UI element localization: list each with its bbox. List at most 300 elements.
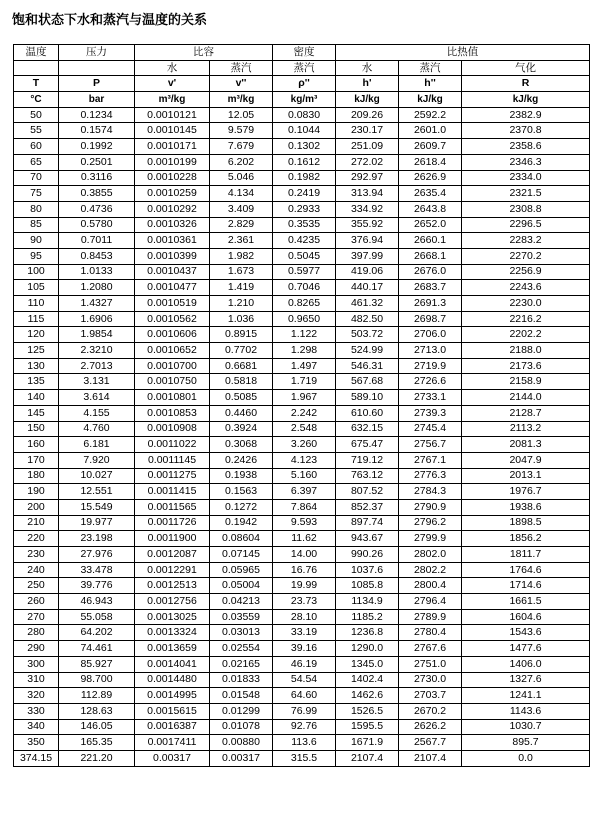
table-cell: 3.131: [59, 374, 135, 390]
table-cell: 0.9650: [273, 311, 336, 327]
table-cell: 0.0010477: [135, 280, 210, 296]
table-cell: 1898.5: [462, 515, 590, 531]
table-cell: 1037.6: [336, 562, 399, 578]
table-cell: 1.122: [273, 327, 336, 343]
table-cell: 2745.4: [399, 421, 462, 437]
table-cell: 50: [14, 107, 59, 123]
table-cell: 719.12: [336, 452, 399, 468]
table-cell: 0.0010259: [135, 186, 210, 202]
table-row: [14, 515, 590, 531]
table-cell: 260: [14, 594, 59, 610]
table-cell: 39.776: [59, 578, 135, 594]
table-cell: 315.5: [273, 750, 336, 766]
table-cell: 0.01548: [210, 688, 273, 704]
table-cell: 85.927: [59, 656, 135, 672]
table-cell: 632.15: [336, 421, 399, 437]
table-cell: 0.3116: [59, 170, 135, 186]
table-cell: 0.0011415: [135, 484, 210, 500]
table-cell: 95: [14, 248, 59, 264]
table-cell: 1671.9: [336, 735, 399, 751]
table-cell: 482.50: [336, 311, 399, 327]
table-cell: 0.0010121: [135, 107, 210, 123]
table-cell: 2243.6: [462, 280, 590, 296]
table-cell: 0.01299: [210, 703, 273, 719]
table-cell: 0.0014995: [135, 688, 210, 704]
unit-cell: kJ/kg: [336, 92, 399, 108]
table-cell: 2107.4: [336, 750, 399, 766]
table-cell: 3.409: [210, 201, 273, 217]
table-cell: 4.155: [59, 405, 135, 421]
table-cell: 54.54: [273, 672, 336, 688]
table-cell: 1714.6: [462, 578, 590, 594]
unit-cell: kg/m³: [273, 92, 336, 108]
table-cell: 130: [14, 358, 59, 374]
header-sub-steam: 蒸汽: [399, 60, 462, 76]
table-cell: 2321.5: [462, 186, 590, 202]
table-cell: 5.046: [210, 170, 273, 186]
table-cell: 1.419: [210, 280, 273, 296]
table-cell: 74.461: [59, 641, 135, 657]
table-cell: 160: [14, 437, 59, 453]
table-cell: 2370.8: [462, 123, 590, 139]
table-cell: 190: [14, 484, 59, 500]
table-cell: 19.977: [59, 515, 135, 531]
table-cell: 0.2426: [210, 452, 273, 468]
table-cell: 1085.8: [336, 578, 399, 594]
table-cell: 0.0012291: [135, 562, 210, 578]
table-cell: 135: [14, 374, 59, 390]
table-cell: 0.0012756: [135, 594, 210, 610]
table-row: [14, 625, 590, 641]
table-row: [14, 405, 590, 421]
table-cell: 0.00317: [210, 750, 273, 766]
table-cell: 0.7011: [59, 233, 135, 249]
table-cell: 1764.6: [462, 562, 590, 578]
table-cell: 0.0011565: [135, 499, 210, 515]
table-cell: 112.89: [59, 688, 135, 704]
table-row: [14, 217, 590, 233]
table-cell: 2.3210: [59, 343, 135, 359]
table-cell: 1143.6: [462, 703, 590, 719]
table-cell: 0.7702: [210, 343, 273, 359]
table-cell: 1.967: [273, 390, 336, 406]
table-cell: 1811.7: [462, 547, 590, 563]
table-cell: 2776.3: [399, 468, 462, 484]
table-cell: 0.0010700: [135, 358, 210, 374]
table-cell: 2308.8: [462, 201, 590, 217]
table-cell: 0.0012513: [135, 578, 210, 594]
table-cell: 2802.2: [399, 562, 462, 578]
table-cell: 1661.5: [462, 594, 590, 610]
table-cell: 6.397: [273, 484, 336, 500]
table-cell: 250: [14, 578, 59, 594]
table-cell: 2609.7: [399, 139, 462, 155]
table-cell: 2592.2: [399, 107, 462, 123]
table-cell: 1.9854: [59, 327, 135, 343]
table-cell: 0.0010853: [135, 405, 210, 421]
table-cell: 2751.0: [399, 656, 462, 672]
table-cell: 46.19: [273, 656, 336, 672]
table-cell: 46.943: [59, 594, 135, 610]
table-cell: 1185.2: [336, 609, 399, 625]
table-cell: 80: [14, 201, 59, 217]
table-cell: 0.1234: [59, 107, 135, 123]
table-cell: 28.10: [273, 609, 336, 625]
table-cell: 419.06: [336, 264, 399, 280]
table-cell: 2382.9: [462, 107, 590, 123]
table-cell: 2334.0: [462, 170, 590, 186]
table-cell: 165.35: [59, 735, 135, 751]
table-cell: 2.242: [273, 405, 336, 421]
table-cell: 125: [14, 343, 59, 359]
table-cell: 2643.8: [399, 201, 462, 217]
table-row: [14, 374, 590, 390]
table-cell: 2567.7: [399, 735, 462, 751]
table-cell: 2358.6: [462, 139, 590, 155]
table-cell: 340: [14, 719, 59, 735]
table-row: [14, 750, 590, 766]
table-cell: 0.0011022: [135, 437, 210, 453]
table-cell: 280: [14, 625, 59, 641]
table-cell: 0.0016387: [135, 719, 210, 735]
table-row: [14, 437, 590, 453]
table-row: [14, 547, 590, 563]
table-cell: 0.4460: [210, 405, 273, 421]
table-cell: 0.8453: [59, 248, 135, 264]
table-cell: 2676.0: [399, 264, 462, 280]
table-cell: 2730.0: [399, 672, 462, 688]
table-cell: 0.0010562: [135, 311, 210, 327]
table-row: [14, 343, 590, 359]
header-sub-water: 水: [336, 60, 399, 76]
table-cell: 567.68: [336, 374, 399, 390]
table-cell: 2789.9: [399, 609, 462, 625]
table-cell: 589.10: [336, 390, 399, 406]
table-row: [14, 672, 590, 688]
table-cell: 0.0010171: [135, 139, 210, 155]
table-cell: 0.5977: [273, 264, 336, 280]
table-title: 饱和状态下水和蒸汽与温度的关系: [12, 13, 208, 28]
table-cell: 12.05: [210, 107, 273, 123]
table-cell: 0.1302: [273, 139, 336, 155]
table-cell: 2660.1: [399, 233, 462, 249]
table-cell: 220: [14, 531, 59, 547]
table-cell: 397.99: [336, 248, 399, 264]
table-row: [14, 452, 590, 468]
table-cell: 807.52: [336, 484, 399, 500]
table-cell: 524.99: [336, 343, 399, 359]
table-cell: 0.08604: [210, 531, 273, 547]
table-cell: 2.548: [273, 421, 336, 437]
header-pressure: 压力: [59, 45, 135, 61]
table-cell: 90: [14, 233, 59, 249]
table-cell: 110: [14, 296, 59, 312]
table-cell: 100: [14, 264, 59, 280]
table-cell: 374.15: [14, 750, 59, 766]
table-cell: 0.1574: [59, 123, 135, 139]
table-cell: 0.0012087: [135, 547, 210, 563]
table-cell: 0.04213: [210, 594, 273, 610]
table-cell: 0.0010326: [135, 217, 210, 233]
table-cell: 310: [14, 672, 59, 688]
table-cell: 1.0133: [59, 264, 135, 280]
table-cell: 1526.5: [336, 703, 399, 719]
table-row: [14, 358, 590, 374]
table-cell: 0.0011726: [135, 515, 210, 531]
unit-cell: kJ/kg: [462, 92, 590, 108]
table-cell: 1477.6: [462, 641, 590, 657]
table-cell: 320: [14, 688, 59, 704]
table-cell: 355.92: [336, 217, 399, 233]
table-row: [14, 201, 590, 217]
header-temperature: 温度: [14, 45, 59, 61]
table-cell: 2296.5: [462, 217, 590, 233]
table-cell: 0.8915: [210, 327, 273, 343]
table-cell: 0.0830: [273, 107, 336, 123]
table-cell: 2767.1: [399, 452, 462, 468]
table-row: [14, 311, 590, 327]
table-cell: 0.1992: [59, 139, 135, 155]
table-cell: 0.8265: [273, 296, 336, 312]
table-cell: 1030.7: [462, 719, 590, 735]
table-cell: 897.74: [336, 515, 399, 531]
table-cell: 3.614: [59, 390, 135, 406]
table-row: [14, 139, 590, 155]
table-cell: 39.16: [273, 641, 336, 657]
table-row: [14, 484, 590, 500]
table-cell: 64.202: [59, 625, 135, 641]
table-row: [14, 233, 590, 249]
table-cell: 2256.9: [462, 264, 590, 280]
table-cell: 0.1563: [210, 484, 273, 500]
table-cell: 210: [14, 515, 59, 531]
symbol-cell: v'': [210, 76, 273, 92]
table-row: [14, 248, 590, 264]
table-cell: 1595.5: [336, 719, 399, 735]
table-row: [14, 468, 590, 484]
table-cell: 1134.9: [336, 594, 399, 610]
table-cell: 1345.0: [336, 656, 399, 672]
table-cell: 546.31: [336, 358, 399, 374]
table-cell: 0.4736: [59, 201, 135, 217]
table-cell: 2683.7: [399, 280, 462, 296]
table-cell: 12.551: [59, 484, 135, 500]
table-row: [14, 264, 590, 280]
table-cell: 0.7046: [273, 280, 336, 296]
table-cell: 0.0013659: [135, 641, 210, 657]
table-cell: 55: [14, 123, 59, 139]
table-cell: 763.12: [336, 468, 399, 484]
table-cell: 1406.0: [462, 656, 590, 672]
table-cell: 2618.4: [399, 154, 462, 170]
table-row: [14, 578, 590, 594]
table-row: [14, 688, 590, 704]
table-cell: 440.17: [336, 280, 399, 296]
symbol-cell: ρ'': [273, 76, 336, 92]
table-cell: 0.0: [462, 750, 590, 766]
table-cell: 943.67: [336, 531, 399, 547]
table-cell: 140: [14, 390, 59, 406]
table-cell: 75: [14, 186, 59, 202]
table-cell: 0.0010750: [135, 374, 210, 390]
table-cell: 2081.3: [462, 437, 590, 453]
symbol-cell: v': [135, 76, 210, 92]
table-cell: 2013.1: [462, 468, 590, 484]
table-cell: 0.3924: [210, 421, 273, 437]
unit-cell: m³/kg: [210, 92, 273, 108]
table-cell: 60: [14, 139, 59, 155]
table-cell: 70: [14, 170, 59, 186]
unit-cell: m³/kg: [135, 92, 210, 108]
table-row: [14, 735, 590, 751]
table-cell: 1856.2: [462, 531, 590, 547]
table-cell: 0.6681: [210, 358, 273, 374]
table-cell: 2802.0: [399, 547, 462, 563]
table-cell: 4.760: [59, 421, 135, 437]
table-cell: 2713.0: [399, 343, 462, 359]
table-cell: 0.0013025: [135, 609, 210, 625]
header-density: 密度: [273, 45, 336, 61]
table-cell: 2188.0: [462, 343, 590, 359]
table-cell: 4.134: [210, 186, 273, 202]
table-cell: 1241.1: [462, 688, 590, 704]
table-cell: 1.982: [210, 248, 273, 264]
table-cell: 2756.7: [399, 437, 462, 453]
table-cell: 0.0011275: [135, 468, 210, 484]
table-cell: 10.027: [59, 468, 135, 484]
table-cell: 2706.0: [399, 327, 462, 343]
table-cell: 0.05965: [210, 562, 273, 578]
table-cell: 6.202: [210, 154, 273, 170]
table-cell: 33.478: [59, 562, 135, 578]
table-cell: 23.198: [59, 531, 135, 547]
table-cell: 2158.9: [462, 374, 590, 390]
table-cell: 7.864: [273, 499, 336, 515]
table-cell: 2767.6: [399, 641, 462, 657]
table-cell: 1.673: [210, 264, 273, 280]
table-cell: 2635.4: [399, 186, 462, 202]
table-row: [14, 703, 590, 719]
table-cell: 0.0010292: [135, 201, 210, 217]
unit-cell: °C: [14, 92, 59, 108]
table-cell: 334.92: [336, 201, 399, 217]
table-cell: 0.5818: [210, 374, 273, 390]
table-cell: 0.0011145: [135, 452, 210, 468]
table-cell: 0.0010908: [135, 421, 210, 437]
table-cell: 852.37: [336, 499, 399, 515]
table-cell: 2719.9: [399, 358, 462, 374]
header-sub-row: [14, 60, 590, 76]
table-cell: 2047.9: [462, 452, 590, 468]
table-cell: 2.829: [210, 217, 273, 233]
symbol-cell: R: [462, 76, 590, 92]
table-cell: 2668.1: [399, 248, 462, 264]
table-row: [14, 421, 590, 437]
table-cell: 1543.6: [462, 625, 590, 641]
table-cell: 313.94: [336, 186, 399, 202]
table-cell: 1.4327: [59, 296, 135, 312]
table-cell: 15.549: [59, 499, 135, 515]
header-sub-empty: [14, 60, 59, 76]
table-cell: 230.17: [336, 123, 399, 139]
table-cell: 0.07145: [210, 547, 273, 563]
table-cell: 0.2933: [273, 201, 336, 217]
table-row: [14, 531, 590, 547]
table-cell: 610.60: [336, 405, 399, 421]
table-cell: 200: [14, 499, 59, 515]
header-symbol-row: [14, 76, 590, 92]
table-cell: 0.1044: [273, 123, 336, 139]
table-cell: 2283.2: [462, 233, 590, 249]
table-cell: 0.0013324: [135, 625, 210, 641]
table-cell: 2652.0: [399, 217, 462, 233]
table-cell: 2796.2: [399, 515, 462, 531]
table-cell: 0.03559: [210, 609, 273, 625]
table-cell: 0.0014480: [135, 672, 210, 688]
table-cell: 9.593: [273, 515, 336, 531]
table-row: [14, 107, 590, 123]
table-cell: 85: [14, 217, 59, 233]
table-cell: 1.497: [273, 358, 336, 374]
table-cell: 170: [14, 452, 59, 468]
table-cell: 1236.8: [336, 625, 399, 641]
table-cell: 0.0010437: [135, 264, 210, 280]
symbol-cell: P: [59, 76, 135, 92]
table-cell: 0.4235: [273, 233, 336, 249]
table-cell: 0.0010199: [135, 154, 210, 170]
table-cell: 1976.7: [462, 484, 590, 500]
table-cell: 113.6: [273, 735, 336, 751]
table-cell: 2202.2: [462, 327, 590, 343]
table-cell: 230: [14, 547, 59, 563]
table-cell: 292.97: [336, 170, 399, 186]
table-cell: 300: [14, 656, 59, 672]
table-row: [14, 154, 590, 170]
table-cell: 0.0010399: [135, 248, 210, 264]
table-cell: 990.26: [336, 547, 399, 563]
table-cell: 1604.6: [462, 609, 590, 625]
table-row: [14, 641, 590, 657]
table-cell: 0.0011900: [135, 531, 210, 547]
table-cell: 14.00: [273, 547, 336, 563]
table-cell: 3.260: [273, 437, 336, 453]
table-row: [14, 123, 590, 139]
unit-cell: kJ/kg: [399, 92, 462, 108]
table-cell: 64.60: [273, 688, 336, 704]
table-cell: 209.26: [336, 107, 399, 123]
table-cell: 4.123: [273, 452, 336, 468]
table-cell: 0.0010652: [135, 343, 210, 359]
table-cell: 1.719: [273, 374, 336, 390]
table-cell: 330: [14, 703, 59, 719]
table-cell: 0.2501: [59, 154, 135, 170]
table-cell: 0.02554: [210, 641, 273, 657]
table-cell: 0.00880: [210, 735, 273, 751]
table-cell: 2739.3: [399, 405, 462, 421]
table-cell: 2601.0: [399, 123, 462, 139]
table-cell: 461.32: [336, 296, 399, 312]
table-cell: 1290.0: [336, 641, 399, 657]
table-cell: 180: [14, 468, 59, 484]
table-row: [14, 186, 590, 202]
header-sub-steam: 蒸汽: [273, 60, 336, 76]
table-cell: 0.0010519: [135, 296, 210, 312]
table-cell: 1.2080: [59, 280, 135, 296]
table-cell: 0.0017411: [135, 735, 210, 751]
table-cell: 2784.3: [399, 484, 462, 500]
table-cell: 251.09: [336, 139, 399, 155]
table-row: [14, 594, 590, 610]
